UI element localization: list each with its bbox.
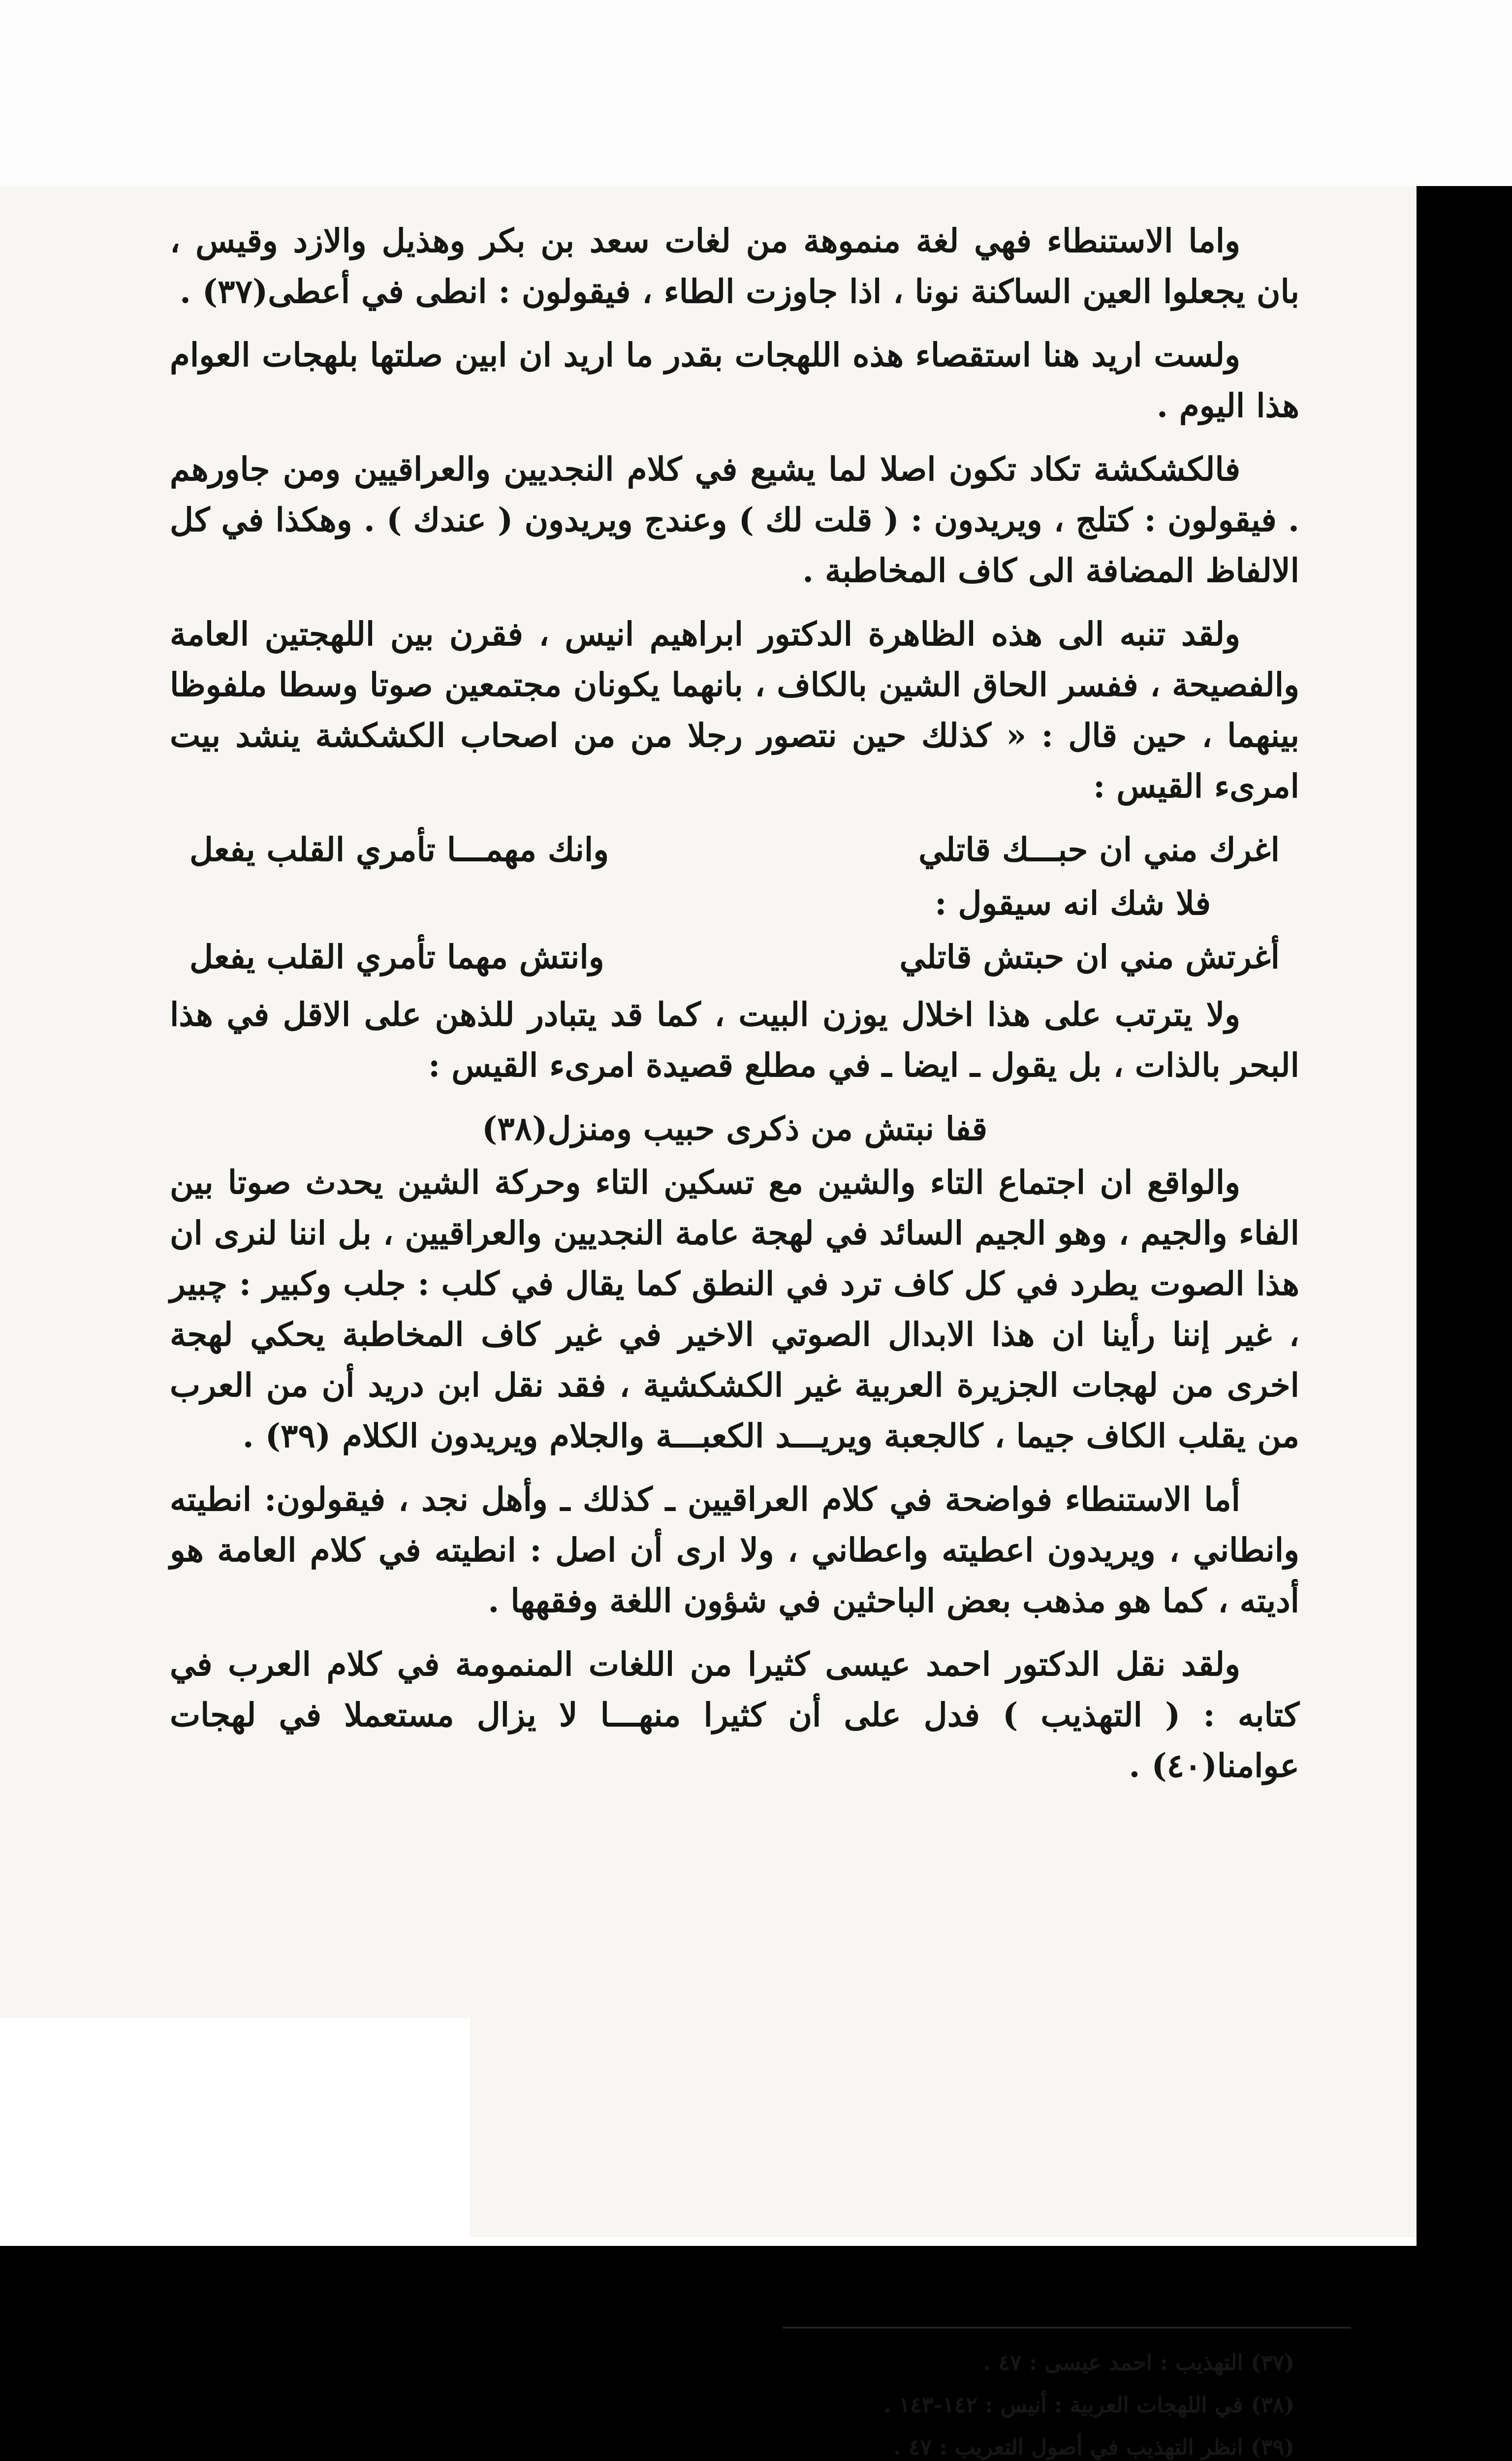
footnote-39: (٣٩) انظر التهذيب في أصول التعريب : ٤٧ . (893, 2435, 1294, 2460)
footnotes (783, 2342, 1294, 2461)
paragraph-sound: والواقع ان اجتماع التاء والشين مع تسكين التاء وحركة الشين يحدث صوتا بين الفاء والجيم ، وهو الجيم السائد في لهجة عامة النجديين والعراقيين ، بل اننا لنرى ان هذا الصوت يطرد في كل كاف ترد في النطق كما يقال في كلب : جلب وكبير : چبير ، غير إننا رأينا ان هذا الابدال الصوتي الاخير في غير كاف المخاطبة يحكي لهجة اخرى من لهجات الجزيرة العربية غير الكشكشية ، فقد نقل ابن دريد أن من العرب من يقلب الكاف جيما ، كالجعبة ويريـــد الكعبـــة والجلام ويريدون الكلام (٣٩) . (170, 1163, 1299, 1455)
verse-2 (189, 932, 1280, 982)
paragraph-kashkasha: فالكشكشة تكاد تكون اصلا لما يشيع في كلام النجديين والعراقيين ومن جاورهم . فيقولون : كتلج ، ويريدون : ( قلت لك ) وعندج ويريدون ( عندك ) . وهكذا في كل الالفاظ المضافة الى كاف المخاطبة . (170, 450, 1299, 590)
line-after-verse-1: فلا شك انه سيقول : (935, 884, 1211, 922)
verse-1-first-hemistich: اغرك مني ان حبـــك قاتلي (918, 830, 1280, 869)
scan-white-block (0, 2018, 470, 2246)
footnote-38: (٣٨) في اللهجات العربية : أنيس : ١٤٢-١٤٣ . (883, 2393, 1294, 2418)
verse-block-1 (170, 824, 1299, 982)
verse-2-second-hemistich: وانتش مهما تأمري القلب يفعل (189, 938, 604, 976)
verse-3 (189, 1104, 1280, 1154)
verse-3-text: قفا نبتش من ذكرى حبيب ومنزل(٣٨) (481, 1109, 988, 1148)
scan-bottom-strip (470, 2237, 1417, 2246)
verse-2-first-hemistich: أغرتش مني ان حبتش قاتلي (899, 938, 1280, 976)
verse-1-second-hemistich: وانك مهمـــا تأمري القلب يفعل (189, 830, 609, 869)
paragraph-istinta-iraq: أما الاستنطاء فواضحة في كلام العراقيين ـ كذلك ـ وأهل نجد ، فيقولون: انطيته وانطاني ، ويريدون اعطيته واعطاني ، ولا ارى أن اصل : انطيته في كلام العامة هو أديته ، كما هو مذهب بعض الباحثين في شؤون اللغة وفقهها . (170, 1480, 1299, 1620)
paragraph-dialects-link: ولست اريد هنا استقصاء هذه اللهجات بقدر ما اريد ان ابين صلتها بلهجات العوام هذا اليوم . (170, 336, 1299, 425)
main-text-column (170, 216, 1299, 1804)
verse-1 (189, 824, 1280, 875)
paragraph-istinta: واما الاستنطاء فهي لغة منموهة من لغات سعد بن بكر وهذيل والازد وقيس ، بان يجعلوا العين الساكنة نونا ، اذا جاوزت الطاء ، فيقولون : انطى في أعطى(٣٧) . (170, 221, 1299, 311)
footnote-separator (783, 2327, 1351, 2329)
paragraph-tahdhib: ولقد نقل الدكتور احمد عيسى كثيرا من اللغات المنمومة في كلام العرب في كتابه : ( التهذيب ) فدل على أن كثيرا منهـــا لا يزال مستعملا في لهجات عوامنا(٤٠) . (170, 1645, 1299, 1785)
book-page (0, 186, 1417, 2460)
scan-top-margin (0, 0, 1512, 186)
paragraph-meter: ولا يترتب على هذا اخلال يوزن البيت ، كما قد يتبادر للذهن على الاقل في هذا البحر بالذات ، بل يقول ـ ايضا ـ في مطلع قصيدة امرىء القيس : (170, 995, 1299, 1084)
footnote-37: (٣٧) التهذيب : احمد عيسى : ٤٧ . (983, 2350, 1294, 2375)
paragraph-anis: ولقد تنبه الى هذه الظاهرة الدكتور ابراهيم انيس ، فقرن بين اللهجتين العامة والفصيحة ، ففسر الحاق الشين بالكاف ، بانهما يكونان مجتمعين صوتا وسطا ملفوظا بينهما ، حين قال : « كذلك حين نتصور رجلا من من اصحاب الكشكشة ينشد بيت امرىء القيس : (170, 615, 1299, 805)
